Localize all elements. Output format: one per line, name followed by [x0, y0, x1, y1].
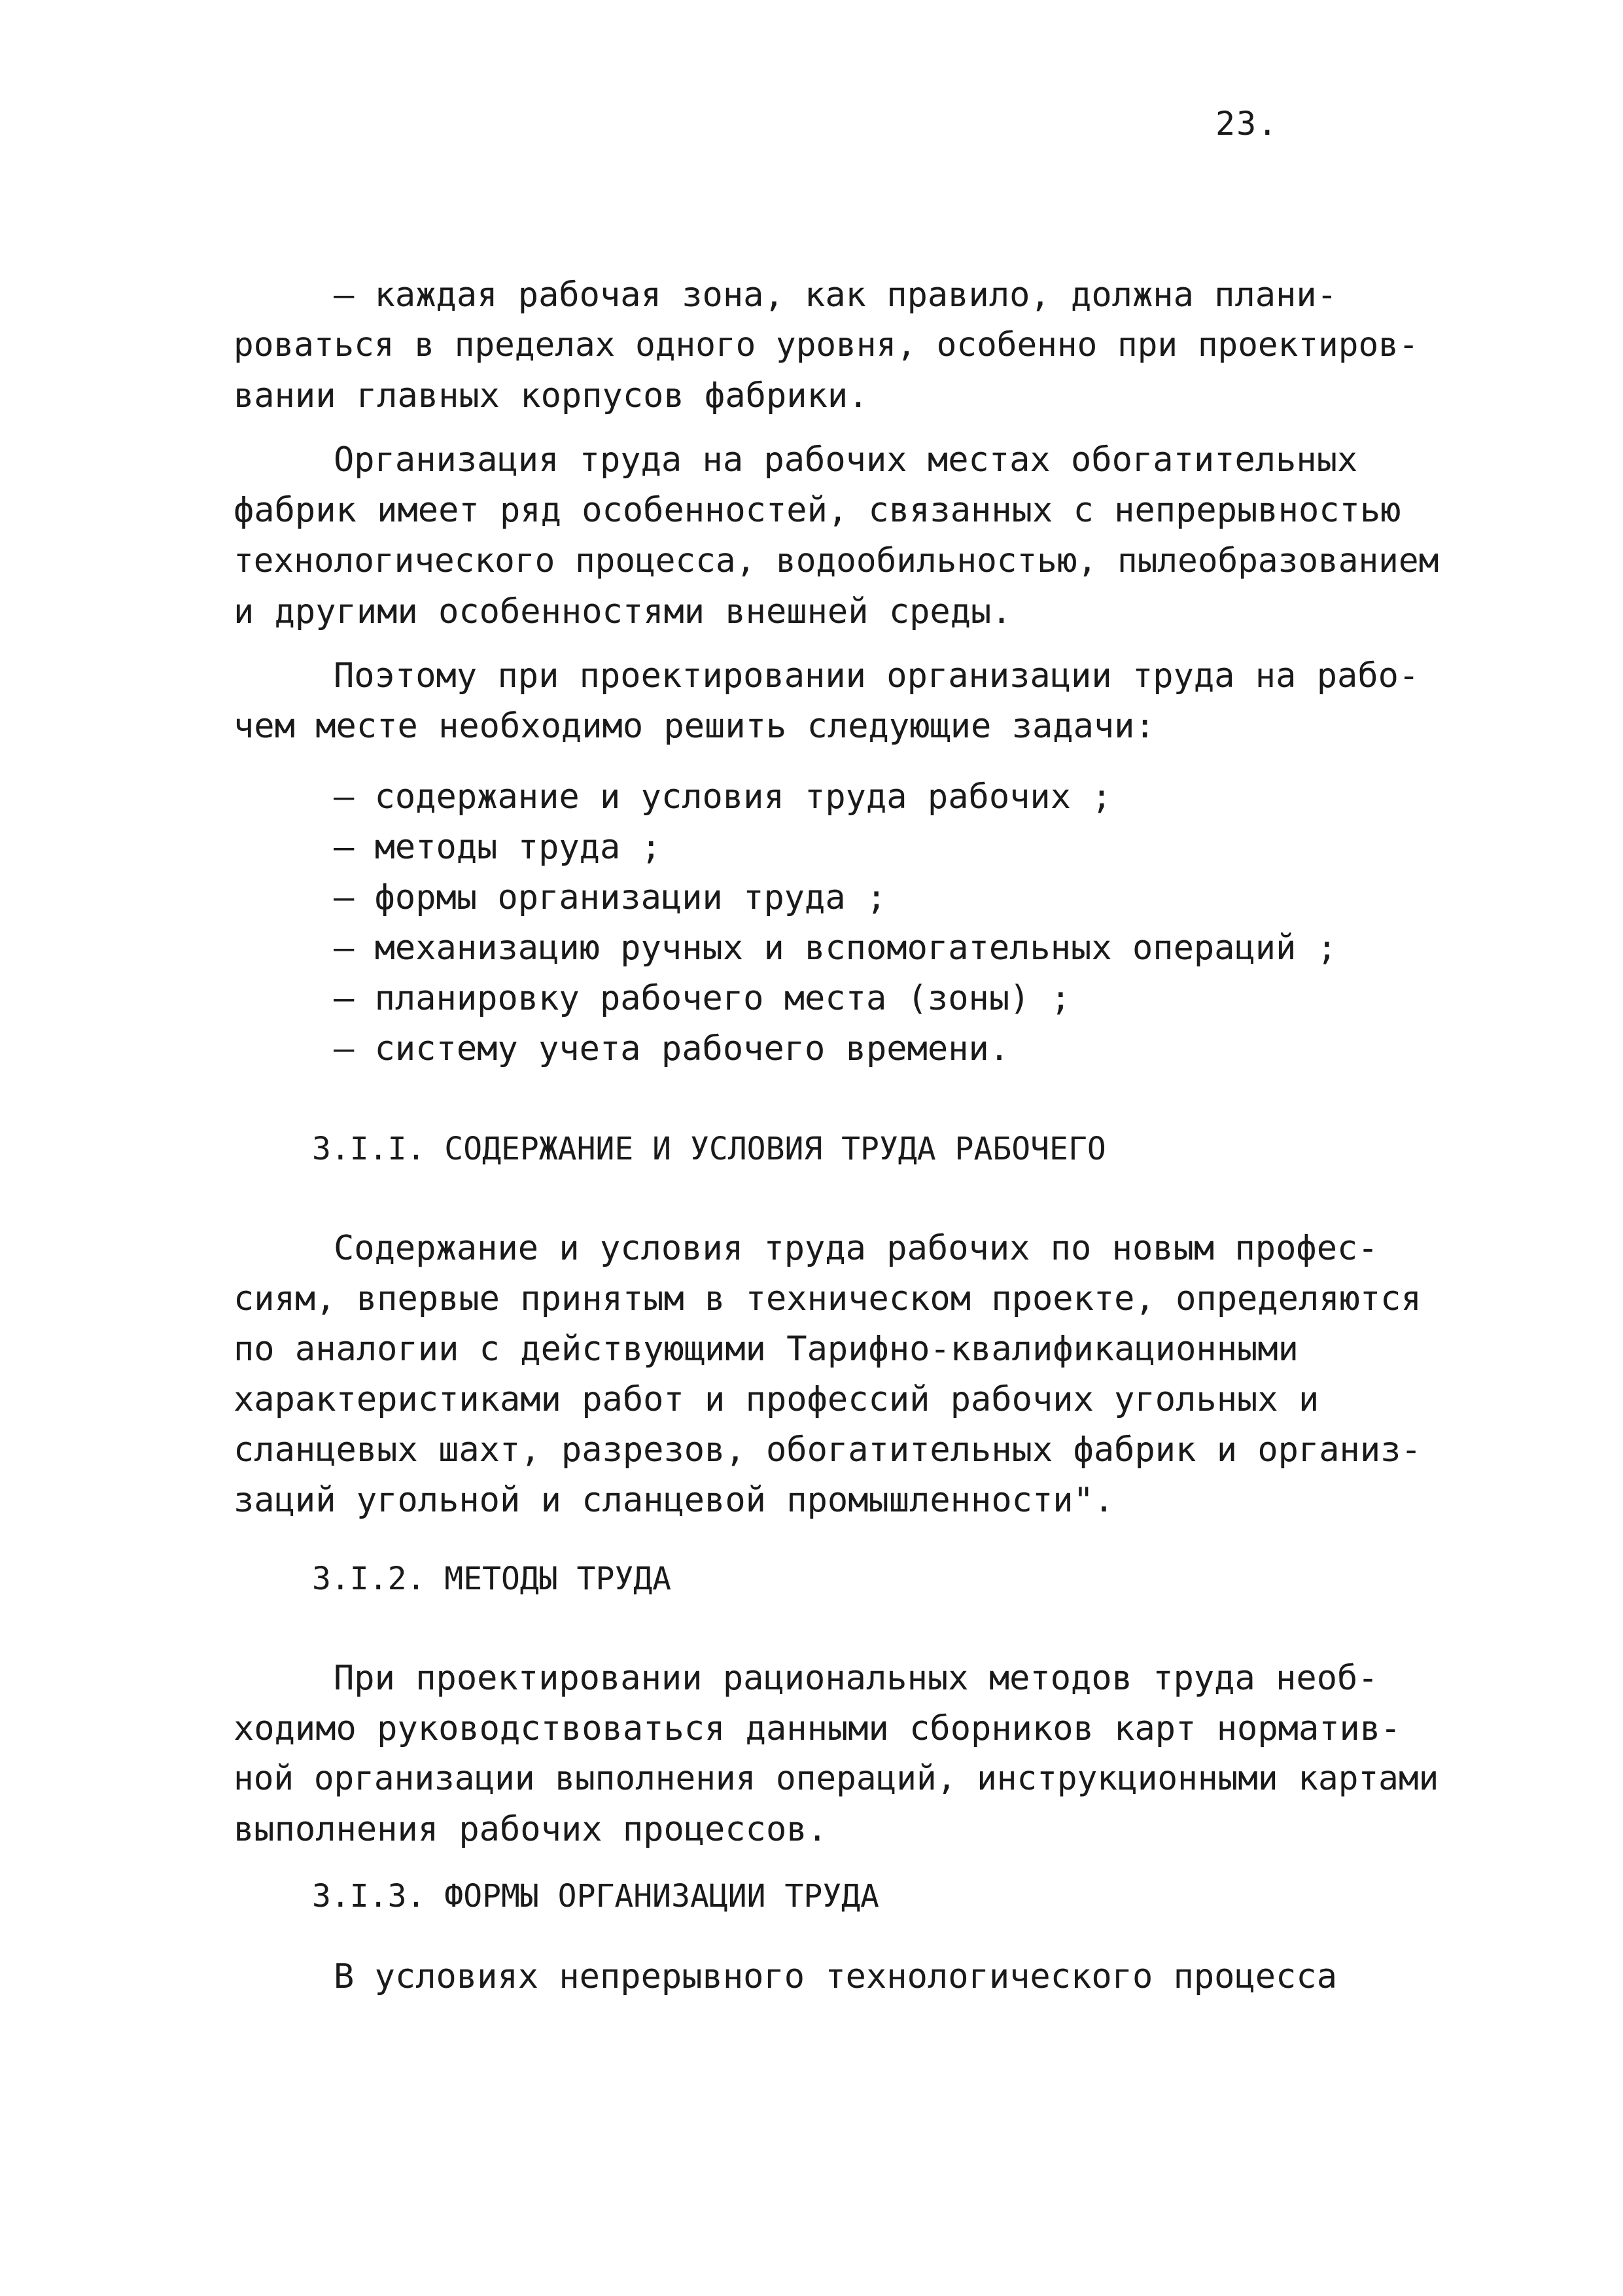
task-list-item-2: – методы труда ;: [334, 828, 661, 867]
task-list-item-3: – формы организации труда ;: [334, 878, 887, 917]
intro-item-line-1: – каждая рабочая зона, как правило, должна плани-: [334, 275, 1338, 315]
paragraph-1-line-3: технологического процесса, водообильностью, пылеобразованием: [234, 542, 1439, 580]
task-list-item-1: – содержание и условия труда рабочих ;: [334, 777, 1112, 817]
intro-item-line-2: роваться в пределах одного уровня, особенно при проектиров-: [234, 326, 1419, 364]
paragraph-1-line-2: фабрик имеет ряд особенностей, связанных с непрерывностью: [234, 491, 1401, 530]
section-2-line-1: При проектировании рациональных методов труда необ-: [334, 1659, 1378, 1698]
task-list-item-5: – планировку рабочего места (зоны) ;: [334, 979, 1072, 1018]
section-1-line-1: Содержание и условия труда рабочих по новым профес-: [334, 1229, 1378, 1268]
page-number: 23.: [1215, 105, 1279, 143]
section-1-line-4: характеристиками работ и профессий рабочих угольных и: [234, 1380, 1319, 1419]
section-3-line-1: В условиях непрерывного технологического процесса: [334, 1957, 1338, 1996]
task-list-item-6: – систему учета рабочего времени.: [334, 1029, 1010, 1069]
paragraph-2-line-2: чем месте необходимо решить следующие задачи:: [234, 707, 1155, 746]
section-1-line-5: сланцевых шахт, разрезов, обогатительных фабрик и организ-: [234, 1430, 1422, 1470]
paragraph-1-line-4: и другими особенностями внешней среды.: [234, 592, 1012, 631]
section-1-line-6: заций угольной и сланцевой промышленности".: [234, 1481, 1115, 1520]
intro-item-line-3: вании главных корпусов фабрики.: [234, 376, 869, 415]
paragraph-2-line-1: Поэтому при проектировании организации труда на рабо-: [334, 656, 1420, 696]
section-3-heading: 3.I.3. ФОРМЫ ОРГАНИЗАЦИИ ТРУДА: [312, 1878, 879, 1915]
task-list-item-4: – механизацию ручных и вспомогательных операций ;: [334, 928, 1338, 968]
section-1-line-3: по аналогии с действующими Тарифно-квалификационными: [234, 1330, 1299, 1369]
section-2-line-2: ходимо руководствоваться данными сборников карт норматив-: [234, 1709, 1401, 1748]
section-2-heading: 3.I.2. МЕТОДЫ ТРУДА: [312, 1561, 672, 1597]
section-2-line-3: ной организации выполнения операций, инструкционными картами: [234, 1759, 1439, 1798]
section-1-line-2: сиям, впервые принятым в техническом проекте, определяются: [234, 1279, 1422, 1318]
section-2-line-4: выполнения рабочих процессов.: [234, 1810, 828, 1849]
section-1-heading: 3.I.I. СОДЕРЖАНИЕ И УСЛОВИЯ ТРУДА РАБОЧЕГО: [312, 1131, 1106, 1167]
paragraph-1-line-1: Организация труда на рабочих местах обогатительных: [334, 440, 1358, 480]
